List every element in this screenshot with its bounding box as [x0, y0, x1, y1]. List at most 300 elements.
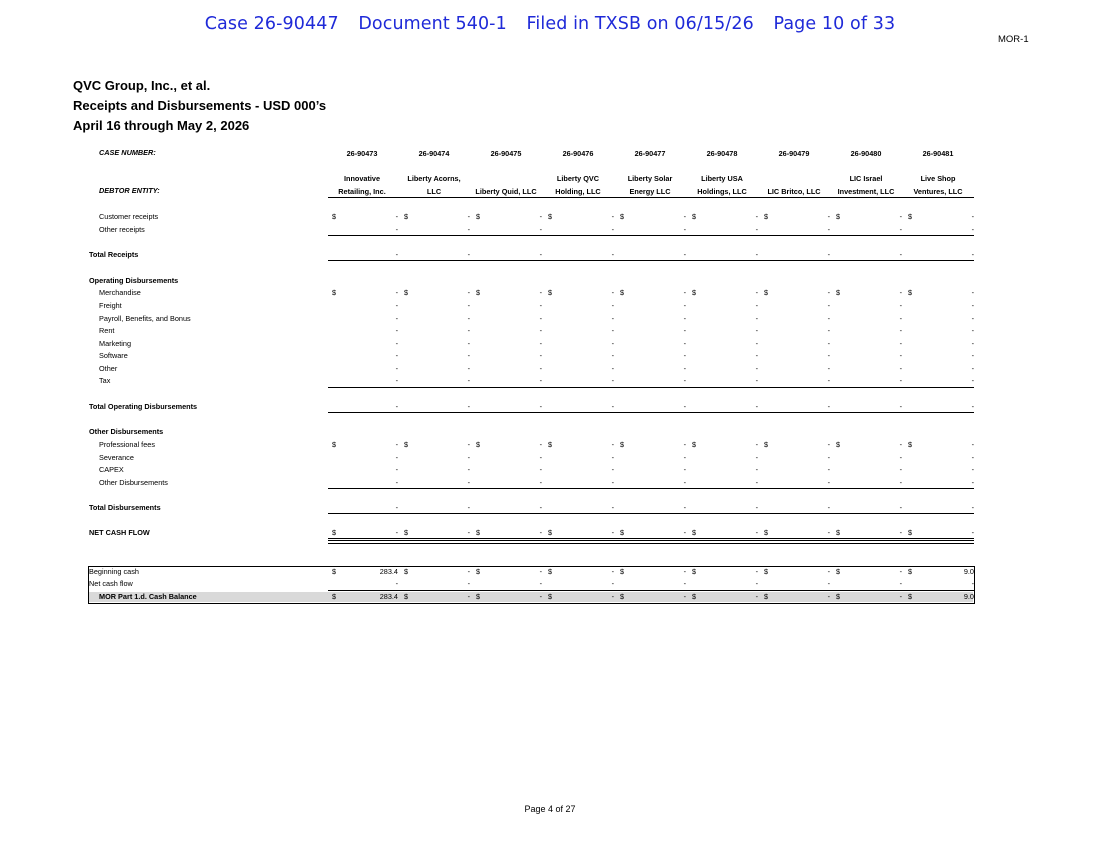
- dollar-sign: $: [908, 567, 913, 576]
- cell-value: -: [539, 212, 542, 221]
- cell-value: -: [395, 478, 398, 487]
- case-number-label: CASE NUMBER:: [99, 148, 156, 157]
- debtor-entity-line1: Liberty QVC: [556, 174, 600, 183]
- dollar-sign: $: [764, 592, 769, 601]
- cell-value: -: [683, 592, 686, 601]
- debtor-entity-line1: Innovative: [343, 174, 381, 183]
- net-cash-flow-underline: [328, 538, 974, 539]
- case-number-26-90473: 26-90473: [346, 149, 378, 158]
- cell-value: -: [467, 288, 470, 297]
- cell-value: -: [467, 402, 470, 411]
- debtor-entity-line2: Holdings, LLC: [697, 187, 747, 196]
- cell-value: -: [755, 376, 758, 385]
- cell-value: -: [611, 326, 614, 335]
- cell-value: -: [755, 301, 758, 310]
- debtor-entity-line2: LLC: [426, 187, 442, 196]
- cell-value: -: [395, 440, 398, 449]
- cell-value: -: [683, 364, 686, 373]
- cell-value: -: [467, 351, 470, 360]
- cell-value: -: [755, 579, 758, 588]
- cell-value: -: [971, 250, 974, 259]
- cell-value: -: [611, 212, 614, 221]
- cell-value: -: [467, 478, 470, 487]
- cell-value: -: [899, 503, 902, 512]
- cell-value: -: [899, 440, 902, 449]
- dollar-sign: $: [692, 440, 697, 449]
- cell-value: -: [827, 528, 830, 537]
- cell-value: -: [755, 592, 758, 601]
- row-label: Operating Disbursements: [89, 276, 179, 285]
- cell-value: -: [539, 326, 542, 335]
- dollar-sign: $: [548, 212, 553, 221]
- cell-value: -: [539, 364, 542, 373]
- cell-value: 283.4: [379, 567, 398, 576]
- cell-value: -: [683, 326, 686, 335]
- cell-value: -: [827, 250, 830, 259]
- cell-value: -: [755, 364, 758, 373]
- cell-value: -: [971, 440, 974, 449]
- row-label: Total Operating Disbursements: [89, 402, 198, 411]
- header-rule: [328, 197, 974, 198]
- dollar-sign: $: [332, 440, 337, 449]
- cell-value: -: [755, 326, 758, 335]
- cell-value: -: [971, 376, 974, 385]
- cell-value: -: [827, 212, 830, 221]
- dollar-sign: $: [908, 212, 913, 221]
- dollar-sign: $: [332, 528, 337, 537]
- dollar-sign: $: [908, 592, 913, 601]
- cell-value: -: [395, 301, 398, 310]
- cell-value: -: [539, 567, 542, 576]
- cell-value: -: [683, 250, 686, 259]
- cell-value: -: [971, 326, 974, 335]
- dollar-sign: $: [836, 567, 841, 576]
- cell-value: -: [683, 376, 686, 385]
- row-label: Total Disbursements: [89, 503, 161, 512]
- row-label: Payroll, Benefits, and Bonus: [99, 314, 191, 323]
- row-label: Other: [99, 364, 118, 373]
- dollar-sign: $: [620, 592, 625, 601]
- dollar-sign: $: [476, 288, 481, 297]
- cell-value: -: [395, 453, 398, 462]
- dollar-sign: $: [908, 528, 913, 537]
- cell-value: -: [539, 376, 542, 385]
- row-label: Total Receipts: [89, 250, 139, 259]
- debtor-entity-line1: Live Shop: [920, 174, 956, 183]
- cell-value: -: [755, 250, 758, 259]
- debtor-entity-line1: Liberty Solar: [627, 174, 673, 183]
- cell-value: -: [899, 351, 902, 360]
- case-number-26-90477: 26-90477: [634, 149, 666, 158]
- cell-value: -: [683, 440, 686, 449]
- cell-value: -: [971, 339, 974, 348]
- dollar-sign: $: [404, 212, 409, 221]
- dollar-sign: $: [620, 288, 625, 297]
- dollar-sign: $: [476, 440, 481, 449]
- row-label: Marketing: [99, 339, 132, 348]
- cell-value: -: [971, 288, 974, 297]
- dollar-sign: $: [764, 567, 769, 576]
- dollar-sign: $: [332, 288, 337, 297]
- cell-value: -: [971, 402, 974, 411]
- total-rule: [328, 235, 974, 236]
- stamp-case: Case 26-90447: [204, 14, 339, 34]
- cell-value: -: [395, 225, 398, 234]
- dollar-sign: $: [404, 528, 409, 537]
- cell-value: -: [827, 567, 830, 576]
- dollar-sign: $: [692, 528, 697, 537]
- cell-value: -: [395, 212, 398, 221]
- cell-value: -: [467, 453, 470, 462]
- cell-value: -: [827, 453, 830, 462]
- cell-value: -: [611, 376, 614, 385]
- cell-value: -: [971, 478, 974, 487]
- page-footer: Page 4 of 27: [524, 804, 576, 814]
- cell-value: -: [827, 314, 830, 323]
- dollar-sign: $: [620, 567, 625, 576]
- cell-value: -: [611, 339, 614, 348]
- cell-value: -: [827, 376, 830, 385]
- cell-value: -: [467, 592, 470, 601]
- cell-value: -: [899, 402, 902, 411]
- cell-value: -: [899, 567, 902, 576]
- cell-value: -: [611, 453, 614, 462]
- cell-value: -: [971, 351, 974, 360]
- cell-value: -: [539, 402, 542, 411]
- cell-value: -: [971, 579, 974, 588]
- cell-value: -: [683, 503, 686, 512]
- cell-value: -: [827, 579, 830, 588]
- dollar-sign: $: [764, 440, 769, 449]
- stamp-filed: Filed in TXSB on 06/15/26: [526, 14, 754, 34]
- row-label: NET CASH FLOW: [89, 528, 150, 537]
- cell-value: -: [755, 453, 758, 462]
- cell-value: -: [611, 579, 614, 588]
- cell-value: -: [539, 314, 542, 323]
- cell-value: -: [611, 301, 614, 310]
- cell-value: -: [395, 351, 398, 360]
- debtor-entity-line1: Liberty Acorns,: [407, 174, 461, 183]
- cell-value: -: [899, 288, 902, 297]
- dollar-sign: $: [620, 440, 625, 449]
- cell-value: -: [539, 225, 542, 234]
- cell-value: -: [611, 288, 614, 297]
- row-label: Other Disbursements: [89, 427, 164, 436]
- cell-value: -: [539, 339, 542, 348]
- row-label: Other receipts: [99, 225, 145, 234]
- row-label: Freight: [99, 301, 122, 310]
- cell-value: -: [755, 314, 758, 323]
- debtor-entity-line2: Energy LLC: [629, 187, 671, 196]
- cell-value: -: [395, 314, 398, 323]
- cell-value: -: [971, 212, 974, 221]
- cell-value: -: [827, 351, 830, 360]
- period-title: April 16 through May 2, 2026: [73, 118, 250, 133]
- cell-value: -: [539, 528, 542, 537]
- dollar-sign: $: [836, 288, 841, 297]
- cell-value: -: [899, 212, 902, 221]
- row-label: Net cash flow: [89, 579, 133, 588]
- dollar-sign: $: [692, 212, 697, 221]
- row-label: CAPEX: [99, 465, 124, 474]
- cell-value: -: [467, 364, 470, 373]
- cell-value: -: [467, 465, 470, 474]
- cell-value: -: [611, 351, 614, 360]
- cell-value: -: [899, 314, 902, 323]
- total-rule: [328, 488, 974, 489]
- row-label: Professional fees: [99, 440, 155, 449]
- dollar-sign: $: [332, 592, 337, 601]
- cell-value: -: [899, 465, 902, 474]
- debtor-entity-line2: Ventures, LLC: [913, 187, 963, 196]
- cell-value: -: [467, 326, 470, 335]
- cell-value: -: [899, 364, 902, 373]
- cell-value: -: [971, 503, 974, 512]
- debtor-entity-line1: LIC Israel: [849, 174, 883, 183]
- dollar-sign: $: [404, 440, 409, 449]
- debtor-entity-line2: Liberty Quid, LLC: [475, 187, 537, 196]
- cell-value: -: [467, 440, 470, 449]
- cell-value: -: [467, 376, 470, 385]
- net-cash-flow-row-rule: [328, 590, 974, 591]
- cell-value: -: [467, 212, 470, 221]
- cell-value: -: [611, 503, 614, 512]
- cell-value: -: [395, 339, 398, 348]
- cell-value: -: [539, 288, 542, 297]
- cell-value: -: [395, 326, 398, 335]
- cell-value: -: [611, 592, 614, 601]
- cell-value: -: [395, 288, 398, 297]
- cell-value: -: [683, 212, 686, 221]
- cell-value: -: [755, 212, 758, 221]
- cell-value: 283.4: [379, 592, 398, 601]
- row-label: MOR Part 1.d. Cash Balance: [99, 592, 197, 601]
- cell-value: -: [971, 301, 974, 310]
- dollar-sign: $: [404, 592, 409, 601]
- cell-value: -: [683, 579, 686, 588]
- cell-value: -: [683, 351, 686, 360]
- debtor-entity-label: DEBTOR ENTITY:: [99, 186, 160, 195]
- cell-value: -: [755, 528, 758, 537]
- cell-value: -: [539, 351, 542, 360]
- case-number-26-90481: 26-90481: [922, 149, 954, 158]
- cell-value: -: [827, 465, 830, 474]
- cell-value: -: [611, 402, 614, 411]
- cell-value: -: [683, 314, 686, 323]
- cell-value: 9.0: [963, 567, 974, 576]
- cell-value: -: [755, 440, 758, 449]
- filing-stamp: [0, 14, 1100, 34]
- cell-value: -: [683, 567, 686, 576]
- cell-value: -: [683, 453, 686, 462]
- dollar-sign: $: [332, 212, 337, 221]
- company-title: QVC Group, Inc., et al.: [73, 78, 211, 93]
- cell-value: -: [827, 301, 830, 310]
- cell-value: -: [467, 339, 470, 348]
- cell-value: -: [827, 440, 830, 449]
- total-rule: [328, 387, 974, 388]
- cell-value: -: [971, 225, 974, 234]
- cell-value: -: [971, 453, 974, 462]
- dollar-sign: $: [620, 528, 625, 537]
- cell-value: -: [611, 567, 614, 576]
- dollar-sign: $: [620, 212, 625, 221]
- cell-value: -: [683, 288, 686, 297]
- cell-value: -: [827, 339, 830, 348]
- dollar-sign: $: [332, 567, 337, 576]
- cell-value: -: [827, 364, 830, 373]
- debtor-entity-line2: LIC Britco, LLC: [767, 187, 821, 196]
- cell-value: -: [539, 453, 542, 462]
- cell-value: -: [971, 314, 974, 323]
- dollar-sign: $: [764, 528, 769, 537]
- row-label: Beginning cash: [89, 567, 139, 576]
- cell-value: -: [971, 364, 974, 373]
- cell-value: -: [395, 376, 398, 385]
- cell-value: -: [899, 301, 902, 310]
- cell-value: -: [899, 376, 902, 385]
- cell-value: -: [683, 478, 686, 487]
- cell-value: -: [539, 478, 542, 487]
- dollar-sign: $: [764, 212, 769, 221]
- cell-value: -: [467, 528, 470, 537]
- cell-value: -: [755, 402, 758, 411]
- cell-value: -: [395, 364, 398, 373]
- row-label: Tax: [99, 376, 111, 385]
- dollar-sign: $: [548, 440, 553, 449]
- cell-value: -: [467, 250, 470, 259]
- dollar-sign: $: [908, 288, 913, 297]
- debtor-entity-line2: Retailing, Inc.: [338, 187, 386, 196]
- cell-value: -: [539, 503, 542, 512]
- cell-value: -: [539, 465, 542, 474]
- case-number-26-90474: 26-90474: [418, 149, 450, 158]
- debtor-entity-line1: Liberty USA: [701, 174, 743, 183]
- cell-value: -: [899, 339, 902, 348]
- corner-label: MOR-1: [998, 34, 1029, 45]
- cell-value: -: [755, 288, 758, 297]
- cell-value: -: [611, 478, 614, 487]
- cell-value: -: [611, 364, 614, 373]
- cell-value: -: [611, 440, 614, 449]
- dollar-sign: $: [476, 592, 481, 601]
- cell-value: -: [899, 225, 902, 234]
- total-rule: [328, 260, 974, 261]
- dollar-sign: $: [548, 592, 553, 601]
- cell-value: -: [467, 503, 470, 512]
- dollar-sign: $: [548, 567, 553, 576]
- cell-value: -: [539, 579, 542, 588]
- cell-value: -: [899, 579, 902, 588]
- dollar-sign: $: [692, 567, 697, 576]
- row-label: Customer receipts: [99, 212, 159, 221]
- cell-value: -: [683, 528, 686, 537]
- dollar-sign: $: [836, 440, 841, 449]
- cell-value: -: [899, 326, 902, 335]
- row-label: Software: [99, 351, 128, 360]
- dollar-sign: $: [404, 288, 409, 297]
- cell-value: -: [611, 465, 614, 474]
- dollar-sign: $: [548, 528, 553, 537]
- case-number-26-90478: 26-90478: [706, 149, 738, 158]
- dollar-sign: $: [908, 440, 913, 449]
- cell-value: -: [467, 225, 470, 234]
- dollar-sign: $: [404, 567, 409, 576]
- cell-value: -: [755, 567, 758, 576]
- cell-value: -: [467, 567, 470, 576]
- cell-value: -: [971, 528, 974, 537]
- cell-value: -: [827, 225, 830, 234]
- cell-value: -: [539, 301, 542, 310]
- total-rule: [328, 412, 974, 413]
- cell-value: -: [395, 250, 398, 259]
- cell-value: -: [467, 579, 470, 588]
- dollar-sign: $: [692, 288, 697, 297]
- stamp-document: Document 540-1: [358, 14, 507, 34]
- row-label: Severance: [99, 453, 134, 462]
- cell-value: -: [683, 225, 686, 234]
- cell-value: -: [899, 453, 902, 462]
- cell-value: -: [827, 478, 830, 487]
- case-number-26-90479: 26-90479: [778, 149, 810, 158]
- row-label: Rent: [99, 326, 115, 335]
- cell-value: -: [395, 402, 398, 411]
- cell-value: -: [395, 528, 398, 537]
- cell-value: -: [539, 250, 542, 259]
- cell-value: -: [899, 250, 902, 259]
- cell-value: -: [827, 592, 830, 601]
- dollar-sign: $: [764, 288, 769, 297]
- total-rule: [328, 513, 974, 514]
- cell-value: -: [611, 528, 614, 537]
- row-label: Other Disbursements: [99, 478, 168, 487]
- cell-value: 9.0: [963, 592, 974, 601]
- case-number-26-90476: 26-90476: [562, 149, 594, 158]
- dollar-sign: $: [548, 288, 553, 297]
- dollar-sign: $: [836, 528, 841, 537]
- cell-value: -: [755, 351, 758, 360]
- cell-value: -: [827, 402, 830, 411]
- cell-value: -: [395, 503, 398, 512]
- cell-value: -: [827, 288, 830, 297]
- cell-value: -: [899, 592, 902, 601]
- cell-value: -: [611, 250, 614, 259]
- cell-value: -: [755, 503, 758, 512]
- report-title: Receipts and Disbursements - USD 000’s: [73, 98, 327, 113]
- dollar-sign: $: [836, 212, 841, 221]
- dollar-sign: $: [476, 212, 481, 221]
- cell-value: -: [539, 440, 542, 449]
- cell-value: -: [395, 465, 398, 474]
- cell-value: -: [899, 478, 902, 487]
- dollar-sign: $: [476, 528, 481, 537]
- dollar-sign: $: [836, 592, 841, 601]
- cell-value: -: [539, 592, 542, 601]
- cell-value: -: [827, 326, 830, 335]
- cell-value: -: [827, 503, 830, 512]
- cell-value: -: [683, 402, 686, 411]
- cell-value: -: [755, 465, 758, 474]
- row-label: Merchandise: [99, 288, 141, 297]
- cell-value: -: [683, 301, 686, 310]
- cell-value: -: [899, 528, 902, 537]
- debtor-entity-line2: Holding, LLC: [555, 187, 601, 196]
- cell-value: -: [683, 465, 686, 474]
- net-cash-flow-double-rule: [328, 540, 974, 544]
- cell-value: -: [971, 465, 974, 474]
- cell-value: -: [683, 339, 686, 348]
- debtor-entity-line2: Investment, LLC: [837, 187, 895, 196]
